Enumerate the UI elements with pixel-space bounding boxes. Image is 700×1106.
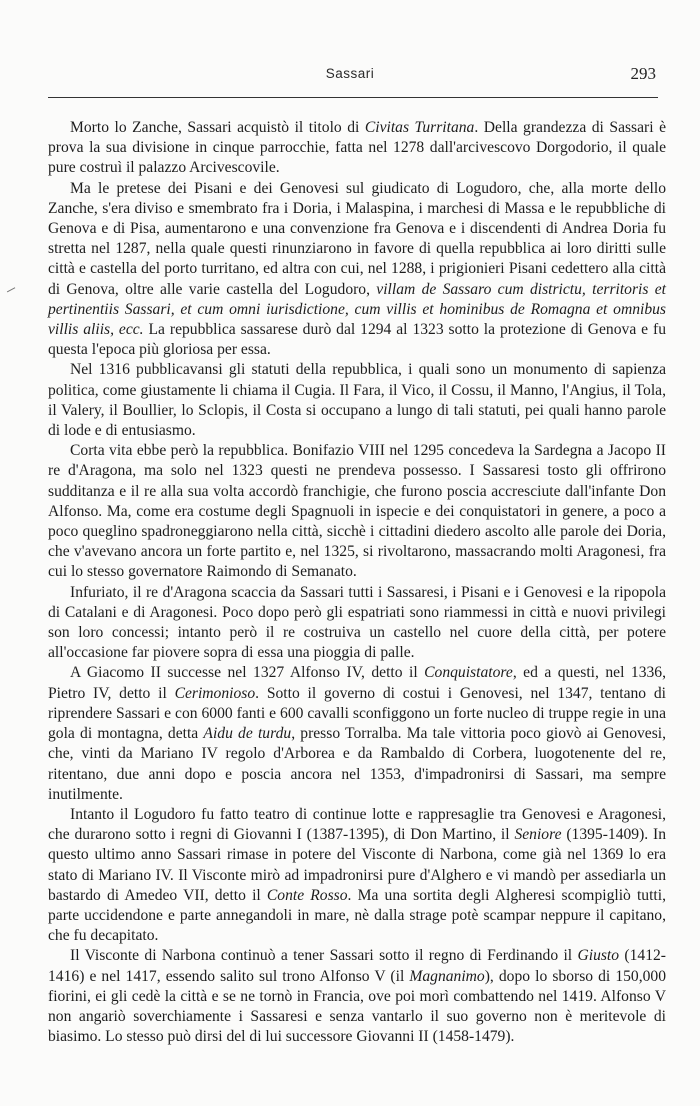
text-run: Il Visconte di Narbona continuò a tener Sassari sotto il regno di Ferdinando il [70, 947, 578, 965]
italic-run: Magnanimo [409, 967, 485, 985]
margin-pencil-mark [7, 287, 18, 297]
text-run: ), dopo lo sborso di 150,000 fiorini, ei gli cedè la città e se ne tornò in Francia, ove poi morì combattendo nel 1419. Alfonso V non angariò soverchiamente i Sassaresi e senza vantarlo il suo governo non è meritevole di biasimo. Lo stesso può dirsi del di lui successore Giovanni II (1458-1479). [48, 967, 666, 1046]
text-run: La repubblica sassarese durò dal 1294 al 1323 sotto la protezione di Genova e fu questa l'epoca più gloriosa per essa. [48, 321, 666, 359]
text-run: Morto lo Zanche, Sassari acquistò il titolo di [70, 119, 365, 136]
text-run: , presso Torralba. Ma tale vittoria poco giovò ai Genovesi, che, vinti da Mariano IV regolo d'Arborea e da Rambaldo di Corbera, luogotenente del re, ritentano, due anni dopo e poscia ancora nel 1353, d'impadronirsi di Sassari, ma sempre inutilmente. [48, 725, 667, 803]
paragraph [48, 441, 666, 582]
italic-run: Civitas Turritana [364, 119, 475, 136]
text-run: Ma le pretese dei Pisani e dei Genovesi sul giudicato di Logudoro, che, alla morte dello Zanche, s'era diviso e smembrato fra i Doria, i Malaspina, i marchesi di Massa e le repubbliche di Genova e di Pisa, aumentarono e una convenzione fra Genova e i discendenti di Andrea Doria fu stretta nel 1287, nella quale questi rinunziarono in favore di quella repubblica ai loro diritti sulle città e castella del porto turritano, ed altra con cui, nel 1288, i prigionieri Pisani cedettero alla città di Genova, oltre alle varie castella del Logudoro, [48, 179, 666, 298]
text-run: Corta vita ebbe però la repubblica. Bonifazio VIII nel 1295 concedeva la Sardegna a Jacopo II re d'Aragona, ma solo nel 1323 questi ne prendeva possesso. I Sassaresi tosto gli offrirono sudditanza e il re alla sua volta accordò franchigie, che furono poscia accresciute dall'infante Don Alfonso. Ma, come era costume degli Spagnuoli in ispecie e dei conquistatori in genere, a poco a poco queglino spadroneggiarono nella città, sicchè i cittadini diedero ascolto alle parole dei Doria, che v'avevano ancora un forte partito e, nel 1325, si rivoltarono, massacrando molti Aragonesi, fra cui lo stesso governatore Raimondo di Semanato. [48, 442, 666, 581]
italic-run: Aidu de turdu [203, 725, 292, 743]
text-run: Infuriato, il re d'Aragona scaccia da Sassari tutti i Sassaresi, i Pisani e i Genovesi e la ripopola di Catalani e di Aragonesi. Poco dopo però gli espatriati sono riammessi in città e nuovi privilegi son loro concessi; intanto però il re costruiva un castello nel cuore della città, per potere all'occasione far piovere sopra di essa una pioggia di palle. [48, 583, 666, 662]
paragraph [48, 360, 666, 441]
paragraph [48, 946, 666, 1047]
page-header [42, 66, 658, 92]
italic-run: Giusto [577, 947, 620, 965]
header-rule [48, 97, 658, 98]
paragraph [48, 118, 666, 179]
paragraph [48, 583, 666, 664]
text-run: , ed a questi, nel 1336, Pietro IV, detto il [48, 664, 666, 702]
text-run: . Ma una sortita degli Algheresi scompigliò tutti, parte uccidendone e parte annegandoli in mare, nè dalla strage potè scampar neppure il capitano, che fu decapitato. [48, 886, 666, 945]
paragraph [48, 663, 666, 804]
page-number: 293 [630, 64, 656, 83]
text-run: . Sotto il governo di costui i Genovesi, nel 1347, tentano di riprendere Sassari e con 6000 fanti e 600 cavalli sconfiggono un forte nucleo di truppe regie in una gola di montagna, detta [48, 684, 666, 743]
text-run: A Giacomo II successe nel 1327 Alfonso IV, detto il [70, 664, 425, 682]
body-text [48, 118, 666, 1047]
paragraph [48, 179, 666, 361]
text-run: Nel 1316 pubblicavansi gli statuti della repubblica, i quali sono un monumento di sapienza politica, come giustamente li chiama il Cugia. Il Fara, il Vico, il Cossu, il Manno, l'Angius, il Tola, il Valery, il Boullier, lo Sclopis, il Costa si occupano a lungo di tali statuti, pei quali hanno parole di lode e di entusiasmo. [48, 361, 666, 440]
running-title: Sassari [325, 66, 375, 81]
italic-run: Conquistatore [424, 664, 513, 682]
italic-run: Seniore [514, 826, 562, 844]
text-run: . Della grandezza di Sassari è prova la sua divisione in cinque parrocchie, fatta nel 1278 dall'arcivescovo Dorgodorio, il quale pure costruì il palazzo Arcivescovile. [48, 119, 666, 177]
text-run: (1395-1409). In questo ultimo anno Sassari rimase in potere del Visconte di Narbona, come già nel 1369 lo era stato di Mariano IV. Il Visconte mirò ad impadronirsi pure d'Alghero e vi mandò per assediarla un bastardo di Amedeo VII, detto il [48, 826, 667, 904]
text-run: Intanto il Logudoro fu fatto teatro di continue lotte e rappresaglie tra Genovesi e Aragonesi, che durarono sotto i regni di Giovanni I (1387-1395), di Don Martino, il [48, 805, 666, 844]
italic-run: villam de Sassaro cum districtu, territoris et pertinentiis Sassari, et cum omni iurisdictione, cum villis et hominibus de Romagna et omnibus villis aliis, ecc. [48, 280, 666, 339]
paragraph [48, 805, 666, 946]
italic-run: Conte Rosso [266, 886, 348, 904]
text-run: (1412-1416) e nel 1417, essendo salito sul trono Alfonso V (il [48, 947, 666, 985]
italic-run: Cerimonioso [174, 684, 256, 702]
